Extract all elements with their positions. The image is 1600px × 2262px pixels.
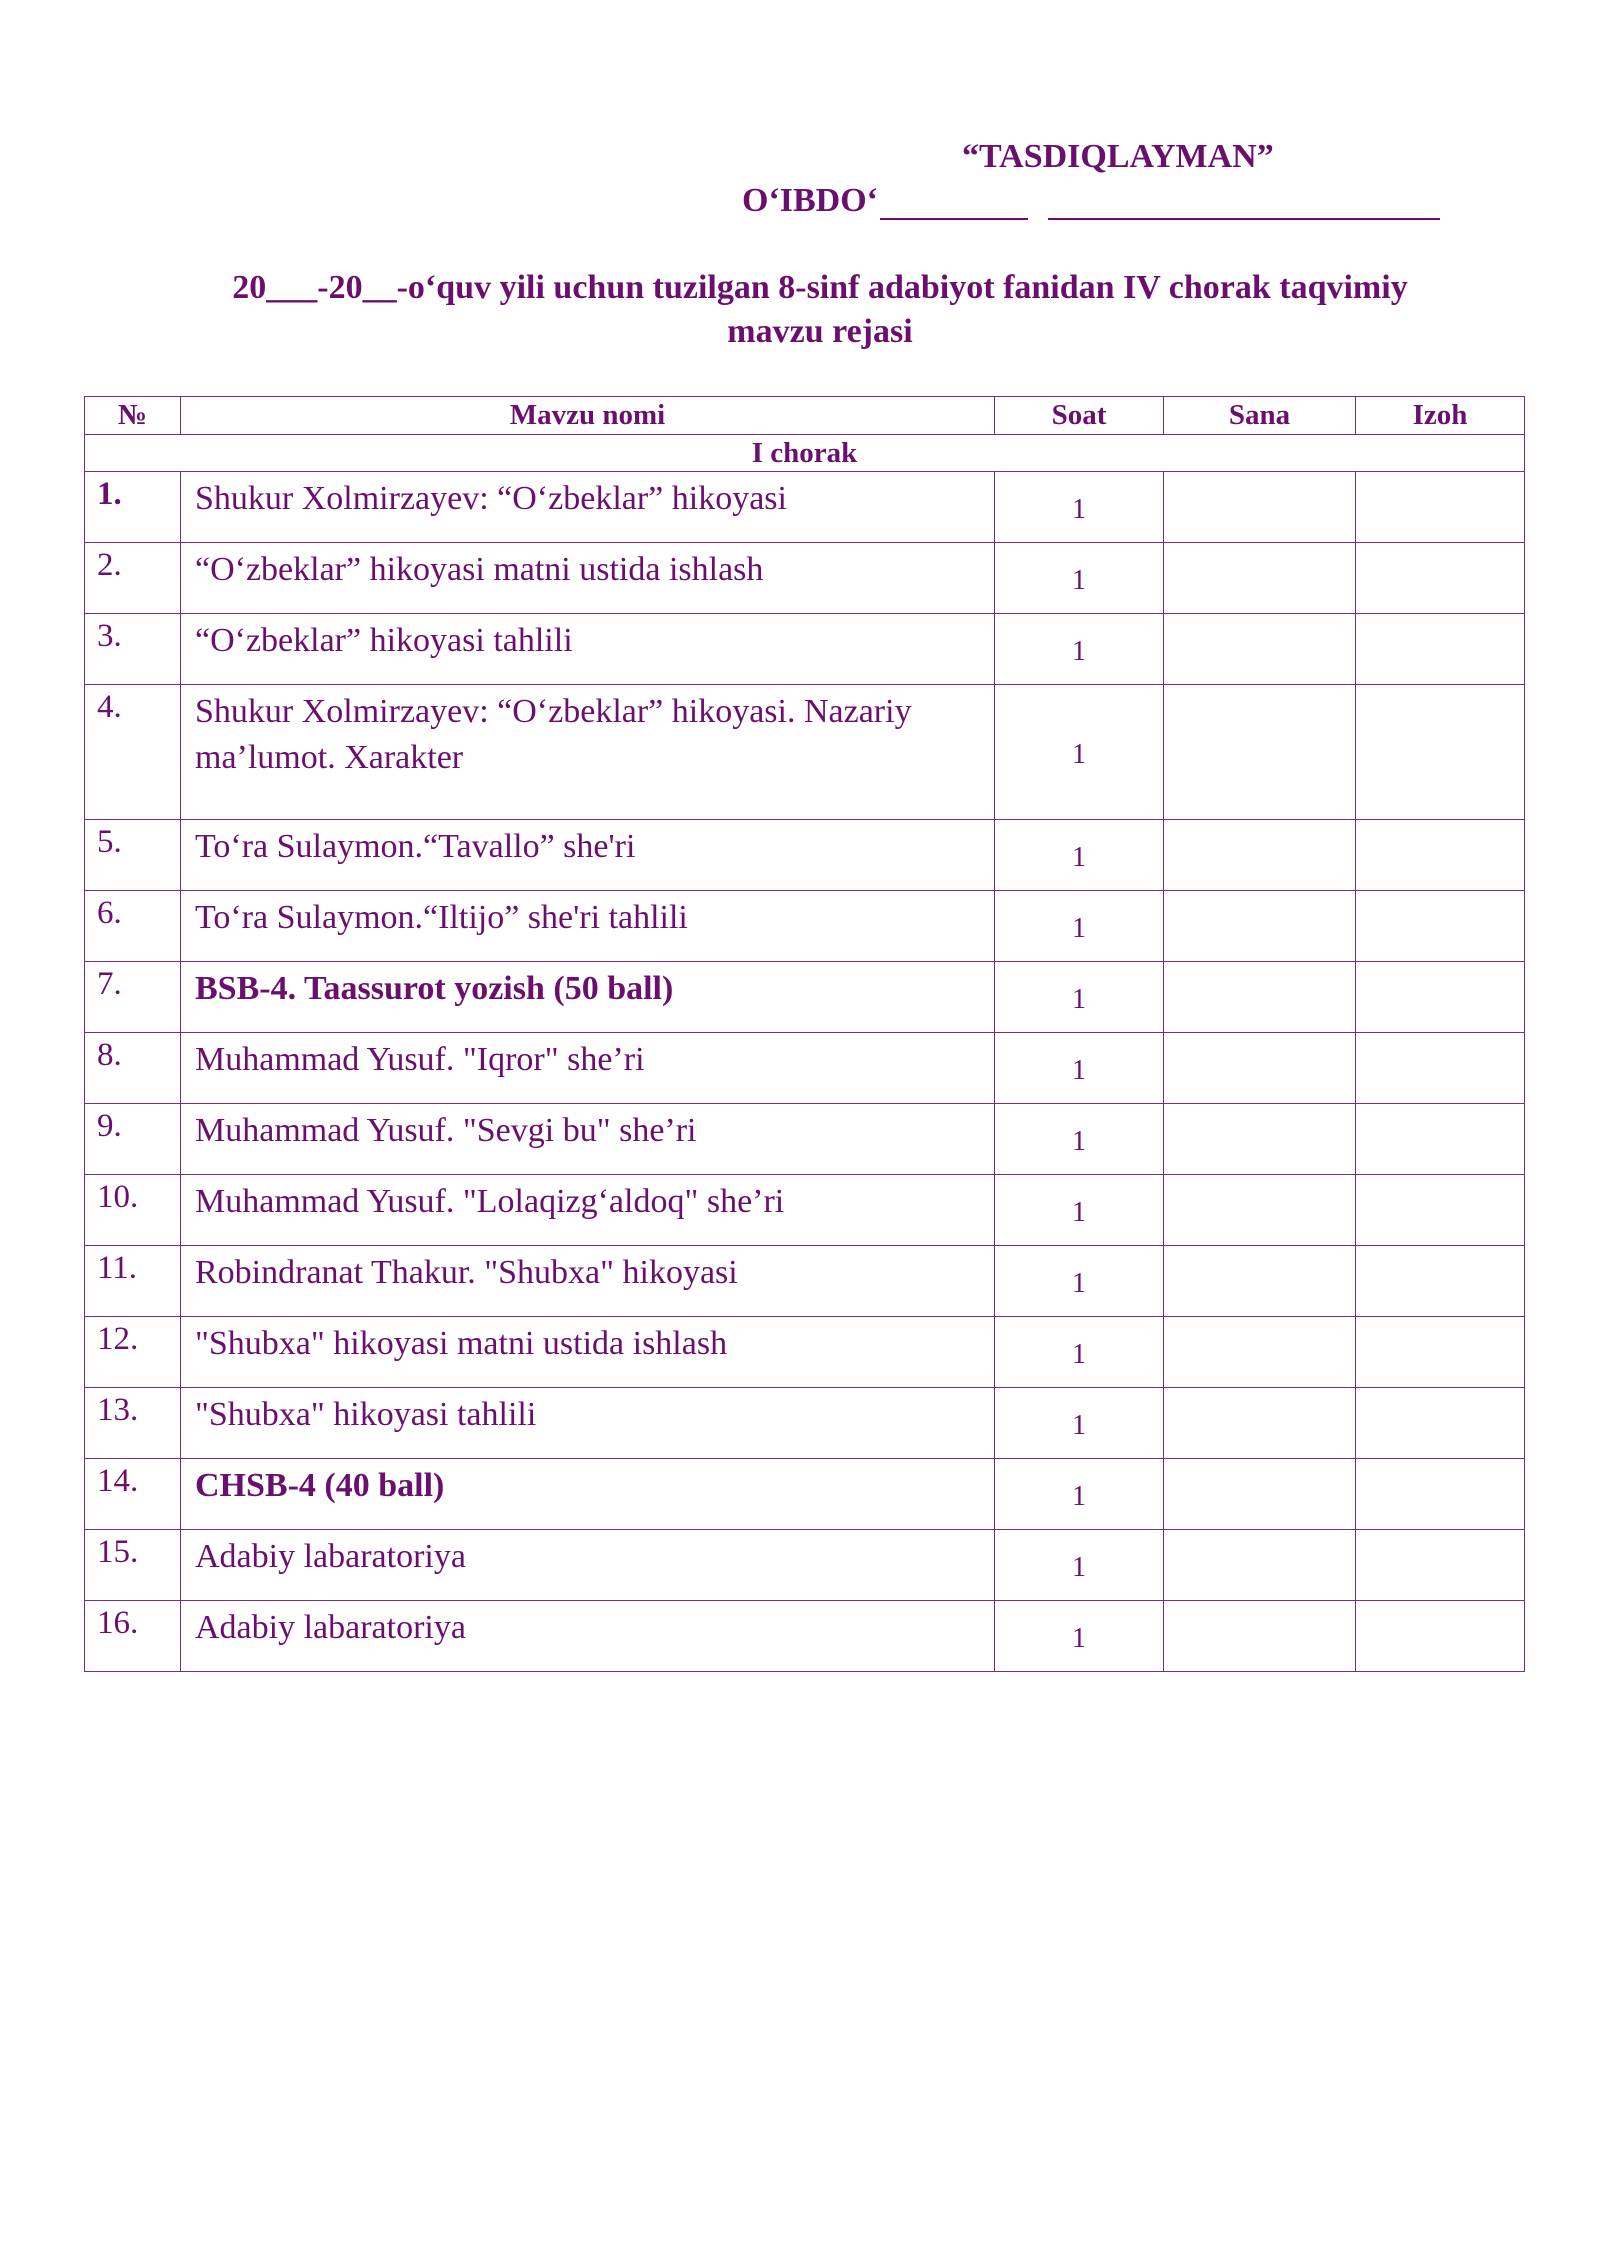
quarter-row (85, 435, 1525, 472)
signature-blank (880, 188, 1028, 220)
row-hours: 1 (995, 685, 1164, 820)
row-date (1164, 891, 1356, 962)
table-row (85, 685, 1525, 820)
row-number: 12. (85, 1317, 181, 1388)
row-date (1164, 1033, 1356, 1104)
row-topic: "Shubxa" hikoyasi tahlili (181, 1388, 995, 1459)
row-note (1356, 891, 1525, 962)
table-row (85, 820, 1525, 891)
row-date (1164, 614, 1356, 685)
row-hours: 1 (995, 820, 1164, 891)
row-hours: 1 (995, 1601, 1164, 1672)
row-note (1356, 1601, 1525, 1672)
row-note (1356, 1104, 1525, 1175)
table-row (85, 1530, 1525, 1601)
row-hours: 1 (995, 1317, 1164, 1388)
row-hours: 1 (995, 1388, 1164, 1459)
row-note (1356, 1175, 1525, 1246)
row-number: 16. (85, 1601, 181, 1672)
table-row (85, 1388, 1525, 1459)
row-date (1164, 1246, 1356, 1317)
row-number: 15. (85, 1530, 181, 1601)
row-date (1164, 1104, 1356, 1175)
row-note (1356, 1317, 1525, 1388)
approval-word: “TASDIQLAYMAN” (962, 138, 1274, 175)
row-topic: Adabiy labaratoriya (181, 1530, 995, 1601)
table-row (85, 1175, 1525, 1246)
row-number: 13. (85, 1388, 181, 1459)
row-topic: To‘ra Sulaymon.“Tavallo” she'ri (181, 820, 995, 891)
row-note (1356, 472, 1525, 543)
approval-block (0, 138, 1600, 258)
row-topic: BSB-4. Taassurot yozish (50 ball) (181, 962, 995, 1033)
header-date: Sana (1164, 397, 1356, 435)
row-note (1356, 1459, 1525, 1530)
row-note (1356, 685, 1525, 820)
table-row (85, 472, 1525, 543)
title-line-2: mavzu rejasi (727, 313, 913, 350)
table-row (85, 962, 1525, 1033)
row-number: 7. (85, 962, 181, 1033)
row-hours: 1 (995, 1246, 1164, 1317)
row-number: 9. (85, 1104, 181, 1175)
row-note (1356, 543, 1525, 614)
row-note (1356, 614, 1525, 685)
header-note: Izoh (1356, 397, 1525, 435)
row-topic: "Shubxa" hikoyasi matni ustida ishlash (181, 1317, 995, 1388)
row-number: 2. (85, 543, 181, 614)
row-hours: 1 (995, 1033, 1164, 1104)
table-row (85, 891, 1525, 962)
row-topic: Muhammad Yusuf. "Sevgi bu" she’ri (181, 1104, 995, 1175)
row-hours: 1 (995, 472, 1164, 543)
row-hours: 1 (995, 962, 1164, 1033)
title-line-1: 20___-20__-o‘quv yili uchun tuzilgan 8-sinf adabiyot fanidan IV chorak taqvimiy (232, 269, 1408, 306)
row-hours: 1 (995, 1530, 1164, 1601)
row-topic: Muhammad Yusuf. "Lolaqizg‘aldoq" she’ri (181, 1175, 995, 1246)
table-row (85, 1033, 1525, 1104)
row-number: 5. (85, 820, 181, 891)
row-hours: 1 (995, 1104, 1164, 1175)
row-hours: 1 (995, 1459, 1164, 1530)
header-num: № (85, 397, 181, 435)
row-number: 4. (85, 685, 181, 820)
row-note (1356, 1388, 1525, 1459)
row-date (1164, 1459, 1356, 1530)
row-topic: Adabiy labaratoriya (181, 1601, 995, 1672)
row-note (1356, 1530, 1525, 1601)
document-title (150, 266, 1490, 354)
row-date (1164, 1175, 1356, 1246)
table-row (85, 1459, 1525, 1530)
row-number: 11. (85, 1246, 181, 1317)
row-hours: 1 (995, 1175, 1164, 1246)
approval-signature-line (742, 182, 1440, 220)
table-row (85, 1104, 1525, 1175)
row-topic: CHSB-4 (40 ball) (181, 1459, 995, 1530)
table-row (85, 543, 1525, 614)
lesson-plan-table (84, 396, 1525, 1672)
table-row (85, 1601, 1525, 1672)
row-date (1164, 685, 1356, 820)
row-topic: Shukur Xolmirzayev: “O‘zbeklar” hikoyasi. Nazariy ma’lumot. Xarakter (181, 685, 995, 820)
row-note (1356, 820, 1525, 891)
name-blank (1048, 188, 1440, 220)
row-date (1164, 820, 1356, 891)
row-number: 6. (85, 891, 181, 962)
row-date (1164, 1317, 1356, 1388)
table-row (85, 1246, 1525, 1317)
row-number: 8. (85, 1033, 181, 1104)
row-hours: 1 (995, 891, 1164, 962)
approval-position: O‘IBDO‘ (742, 182, 878, 219)
row-date (1164, 472, 1356, 543)
row-topic: Muhammad Yusuf. "Iqror" she’ri (181, 1033, 995, 1104)
row-date (1164, 962, 1356, 1033)
table-header-row (85, 397, 1525, 435)
row-note (1356, 962, 1525, 1033)
row-date (1164, 1388, 1356, 1459)
row-date (1164, 1530, 1356, 1601)
row-number: 3. (85, 614, 181, 685)
table-row (85, 1317, 1525, 1388)
quarter-label: I chorak (85, 435, 1525, 472)
row-date (1164, 1601, 1356, 1672)
row-topic: To‘ra Sulaymon.“Iltijo” she'ri tahlili (181, 891, 995, 962)
row-number: 1. (85, 472, 181, 543)
row-note (1356, 1033, 1525, 1104)
row-topic: “O‘zbeklar” hikoyasi tahlili (181, 614, 995, 685)
row-note (1356, 1246, 1525, 1317)
row-topic: Shukur Xolmirzayev: “O‘zbeklar” hikoyasi (181, 472, 995, 543)
row-hours: 1 (995, 614, 1164, 685)
row-topic: “O‘zbeklar” hikoyasi matni ustida ishlash (181, 543, 995, 614)
row-hours: 1 (995, 543, 1164, 614)
row-date (1164, 543, 1356, 614)
header-hours: Soat (995, 397, 1164, 435)
table-row (85, 614, 1525, 685)
row-topic: Robindranat Thakur. "Shubxa" hikoyasi (181, 1246, 995, 1317)
header-topic: Mavzu nomi (181, 397, 995, 435)
row-number: 10. (85, 1175, 181, 1246)
row-number: 14. (85, 1459, 181, 1530)
